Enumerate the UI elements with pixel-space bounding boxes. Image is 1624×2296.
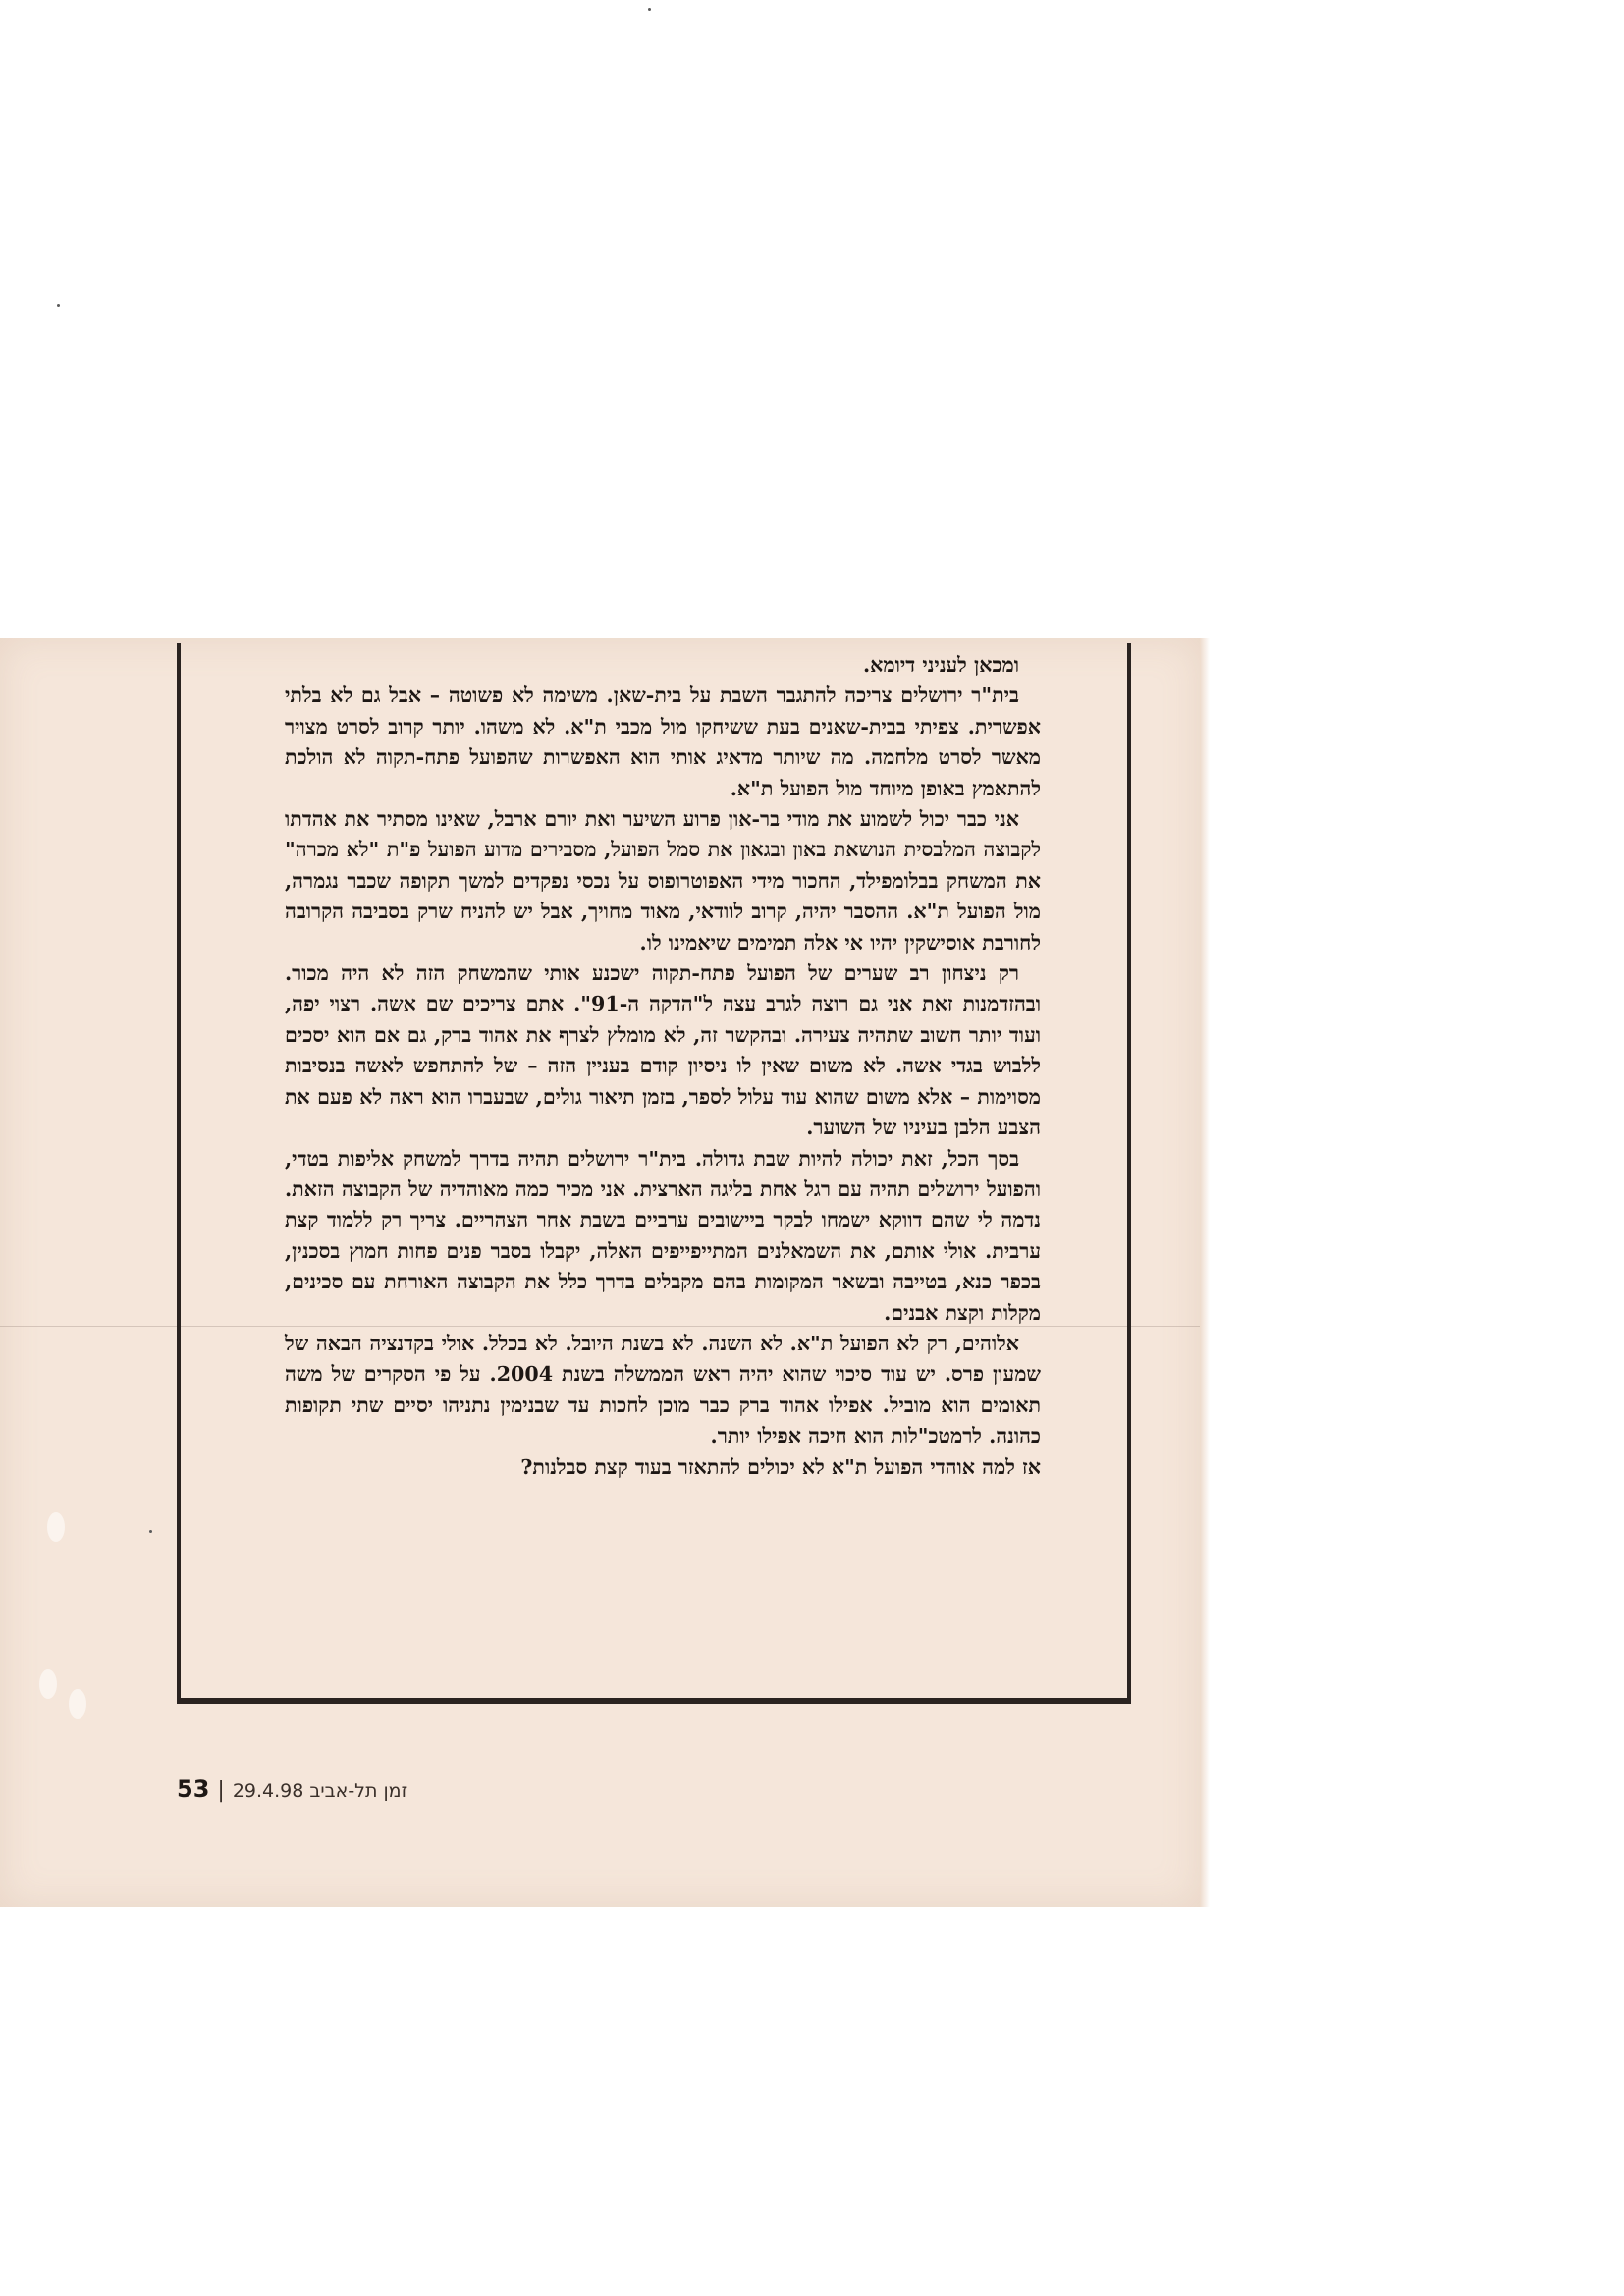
article-paragraph: אני כבר יכול לשמוע את מודי בר-און פרוע השיער ואת יורם ארבל, שאינו מסתיר את אהדתו לקבוצה המלבסית הנושאת באון ובגאון את סמל הפועל, מסבירים מדוע הפועל פ"ת "לא מכרה" את המשחק בבלומפילד, החכור מידי האפוטרופוס על נכסי נפקדים למשך תקופה שכבר נגמרה, מול הפועל ת"א. ההסבר יהיה, קרוב לוודאי, מאוד מחויך, אבל יש להניח שרק בסביבה הקרובה לחורבת אוסישקין יהיו אי אלה תמימים שיאמינו לו. bbox=[285, 807, 1041, 955]
article-paragraph: אז למה אוהדי הפועל ת"א לא יכולים להתאזר בעוד קצת סבלנות? bbox=[520, 1454, 1041, 1479]
page-footer bbox=[177, 1776, 407, 1803]
article-body bbox=[285, 650, 1041, 1483]
footer-separator: | bbox=[217, 1778, 225, 1803]
article-paragraph: ומכאן לעניני דיומא. bbox=[862, 653, 1019, 677]
clipping-edge bbox=[1200, 638, 1210, 1907]
dust-speck bbox=[648, 8, 651, 11]
page-number: 53 bbox=[177, 1776, 210, 1803]
article-paragraph: בית"ר ירושלים צריכה להתגבר השבת על בית-שאן. משימה לא פשוטה – אבל גם לא בלתי אפשרית. צפיתי בבית-שאנים בעת ששיחקו מול מכבי ת"א. לא משהו. יותר קרוב לסרט מצויר מאשר לסרט מלחמה. מה שיותר מדאיג אותי הוא האפשרות שהפועל פתח-תקוה לא הולכת להתאמץ באופן מיוחד מול הפועל ת"א. bbox=[285, 683, 1041, 800]
paper-blemish bbox=[39, 1669, 57, 1699]
article-paragraph: רק ניצחון רב שערים של הפועל פתח-תקוה ישכנע אותי שהמשחק הזה לא היה מכור. ובהזדמנות זאת אני גם רוצה לגרב עצה ל"הדקה ה-91". אתם צריכים שם אשה. רצוי יפה, ועוד יותר חשוב שתהיה צעירה. ובהקשר זה, לא מומלץ לצרף את אהוד ברק, גם אם הוא יסכים ללבוש בגדי אשה. לא משום שאין לו ניסיון קודם בעניין הזה – של להתחפש לאשה בנסיבות מסוימות – אלא משום שהוא עוד עלול לספר, בזמן תיאור גולים, שבעברו הוא ראה לא פעם את הצבע הלבן בעיניו של השוער. bbox=[285, 961, 1041, 1140]
article-paragraph: אלוהים, רק לא הפועל ת"א. לא השנה. לא בשנת היובל. לא בכלל. אולי בקדנציה הבאה של שמעון פרס. יש עוד סיכוי שהוא יהיה ראש הממשלה בשנת 2004. על פי הסקרים של משה תאומים הוא מוביל. אפילו אהוד ברק כבר מוכן לחכות עד שבנימין נתניהו יסיים שתי תקופות כהונה. לרמטכ"לות הוא חיכה אפילו יותר. bbox=[285, 1331, 1041, 1449]
dust-speck bbox=[57, 304, 60, 307]
dust-speck bbox=[149, 1530, 152, 1533]
paper-blemish bbox=[69, 1689, 86, 1719]
publication-dateline: זמן תל-אביב 29.4.98 bbox=[232, 1780, 408, 1802]
article-paragraph: בסך הכל, זאת יכולה להיות שבת גדולה. בית"ר ירושלים תהיה בדרך למשחק אליפות בטדי, והפועל ירושלים תהיה עם רגל אחת בליגה הארצית. אני מכיר כמה מאוהדיה של הקבוצה הזאת. נדמה לי שהם דווקא ישמחו לבקר ביישובים ערביים בשבת אחר הצהריים. צריך רק ללמוד קצת ערבית. אולי אותם, את השמאלנים המתייפייפים האלה, יקבלו בסבר פנים פחות חמוץ בסכנין, בכפר כנא, בטייבה ובשאר המקומות בהם מקבלים בדרך כלל את הקבוצה האורחת עם סכינים, מקלות וקצת אבנים. bbox=[285, 1146, 1041, 1325]
paper-blemish bbox=[47, 1512, 65, 1542]
